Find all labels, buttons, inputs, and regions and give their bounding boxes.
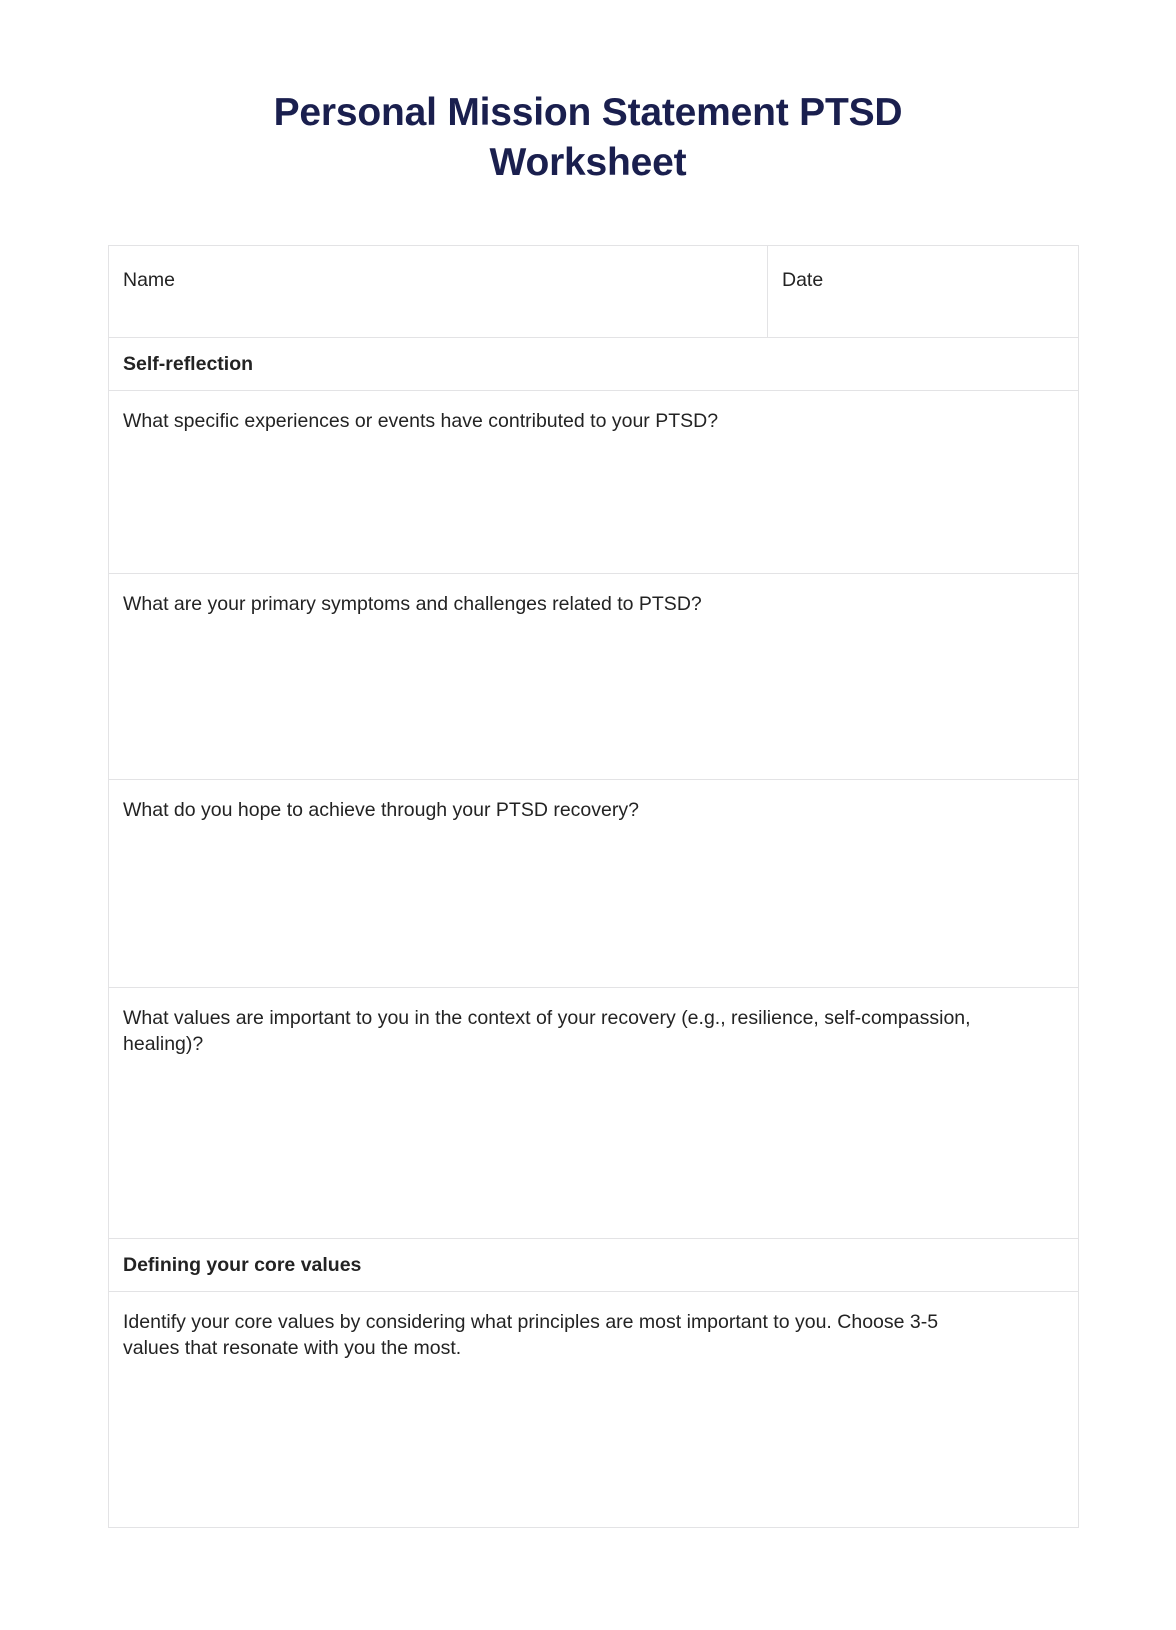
- worksheet-table: [108, 245, 1079, 1528]
- date-field[interactable]: Date: [768, 246, 1079, 338]
- answer-area-self-reflection-4[interactable]: [109, 988, 1079, 1239]
- table-row-question: [109, 780, 1079, 988]
- answer-area-self-reflection-2[interactable]: [109, 574, 1079, 780]
- page-title: Personal Mission Statement PTSD Worksheet: [273, 91, 903, 184]
- table-row-section-heading: [109, 1239, 1079, 1292]
- table-row-identity: [109, 246, 1079, 338]
- name-field[interactable]: Name: [109, 246, 768, 338]
- table-row-question: [109, 988, 1079, 1239]
- question-label-core-values-1: Identify your core values by considering what principles are most important to you. Choose 3-5 values that resonate with you the most.: [123, 1311, 939, 1360]
- answer-area-core-values-1[interactable]: [109, 1292, 1079, 1528]
- table-row-question: [109, 574, 1079, 780]
- table-row-question: [109, 1292, 1079, 1528]
- answer-area-self-reflection-1[interactable]: [109, 391, 1079, 574]
- table-row-question: [109, 391, 1079, 574]
- question-label-self-reflection-1: What specific experiences or events have contributed to your PTSD?: [123, 410, 719, 433]
- question-label-self-reflection-3: What do you hope to achieve through your PTSD recovery?: [123, 799, 639, 822]
- question-label-self-reflection-2: What are your primary symptoms and challenges related to PTSD?: [123, 593, 702, 616]
- answer-area-self-reflection-3[interactable]: [109, 780, 1079, 988]
- section-heading-core-values: Defining your core values: [109, 1239, 1079, 1292]
- question-label-self-reflection-4: What values are important to you in the context of your recovery (e.g., resilience, self-compassion, healing)?: [123, 1007, 971, 1056]
- section-heading-self-reflection: Self-reflection: [109, 338, 1079, 391]
- table-row-section-heading: [109, 338, 1079, 391]
